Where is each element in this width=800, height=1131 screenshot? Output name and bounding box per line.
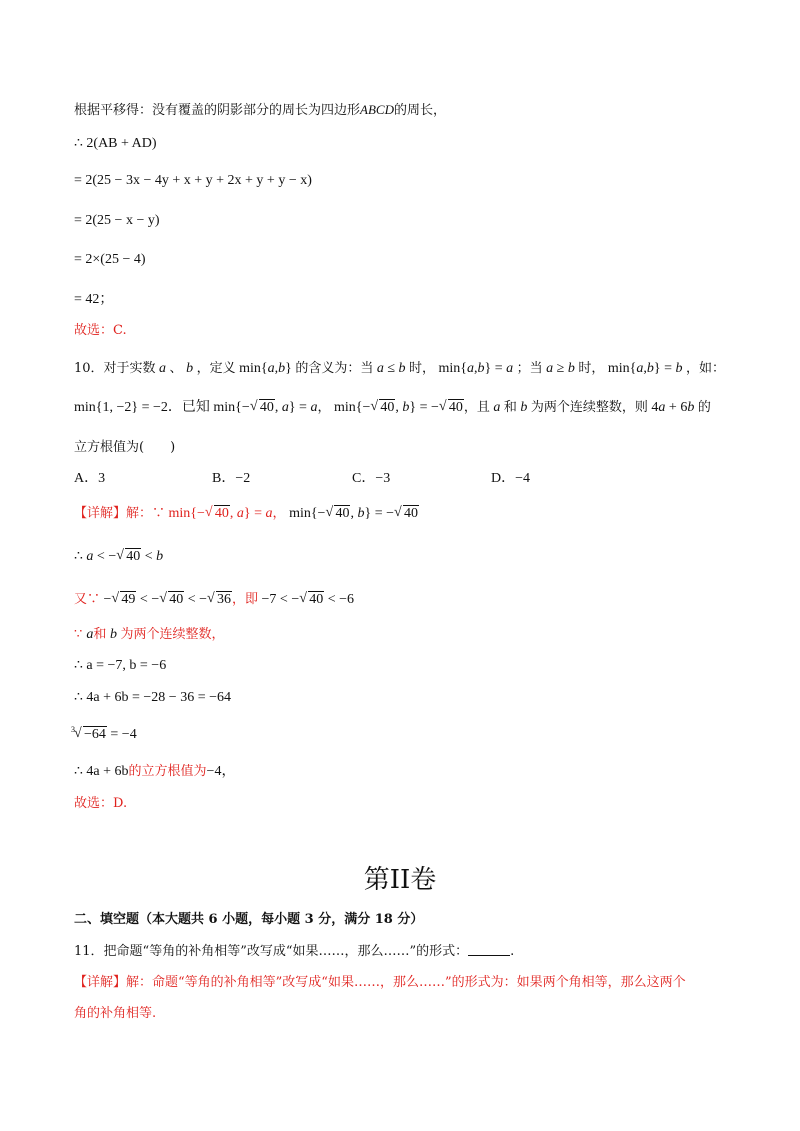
derivation-intro-tail: 的周长， <box>393 103 446 118</box>
option-c: C．−3 <box>352 471 391 486</box>
solution-text: 又∵ <box>74 592 101 607</box>
solution-line-7: 3 √ −64 = −4 <box>74 726 137 744</box>
answer-choice-10: 故选：D. <box>74 796 128 811</box>
q10-text: 时， <box>578 361 605 376</box>
derivation-intro-text: 根据平移得：没有覆盖的阴影部分的周长为四边形 <box>74 103 361 118</box>
q10-line-3: 立方根值为( ) <box>74 440 176 455</box>
section-heading: 二、填空题（本大题共 6 小题，每小题 3 分，满分 18 分） <box>74 912 424 927</box>
q10-text: 为两个连续整数，则 <box>530 400 648 415</box>
because-symbol: ∵ <box>74 627 83 642</box>
expression: ∴ 4a + 6b <box>74 764 129 779</box>
solution-text: 为两个连续整数， <box>120 627 225 642</box>
q11-detail-1: 【详解】解：命题“等角的补角相等”改写成“如果……，那么……”的形式为：如果两个角相等，那么这两个 <box>74 975 686 990</box>
answer-choice-9: 故选：C. <box>74 323 127 338</box>
option-b: B．−2 <box>212 471 251 486</box>
solution-line-3: 又∵ −√ 49 < −√ 40 < −√ 36，即 −7 < −√ 40 < −6 <box>74 591 354 609</box>
solution-line-1: 【详解】解：∵ min{−√ 40, a} = a， min{−√ 40, b} = −√ 40 <box>74 505 419 523</box>
solution-text: 和 <box>93 627 107 642</box>
solution-line-8 <box>74 763 235 781</box>
q10-example: min{1, −2} = −2．已知 <box>74 400 210 415</box>
derivation-intro <box>74 101 446 120</box>
option-a: A．3 <box>74 471 106 486</box>
quad-name: ABCD <box>360 102 394 117</box>
solution-text: ，即 <box>232 592 259 607</box>
q10-text: ，定义 <box>196 361 236 376</box>
q10-text: 10．对于实数 <box>74 361 156 376</box>
derivation-step-2: = 2(25 − 3x − 4y + x + y + 2x + y + y − x) <box>74 173 312 188</box>
therefore-symbol: ∴ <box>74 549 83 564</box>
q10-text: ， <box>317 400 331 415</box>
solution-line-6: ∴ 4a + 6b = −28 − 36 = −64 <box>74 690 231 705</box>
q10-text: 的 <box>697 400 711 415</box>
q10-text: ，如： <box>686 361 726 376</box>
q10-text: ，且 <box>463 400 490 415</box>
q10-text: 和 <box>503 400 517 415</box>
derivation-step-3: = 2(25 − x − y) <box>74 213 160 228</box>
option-d: D．−4 <box>491 471 531 486</box>
solution-line-2: ∴ a < −√ 40 < b <box>74 548 163 566</box>
q11-text <box>74 943 514 961</box>
q11-period: . <box>510 944 515 959</box>
solution-line-5: ∴ a = −7, b = −6 <box>74 658 167 673</box>
solution-text: 的立方根值为 <box>128 764 207 779</box>
solution-line-4: ∵ a和 b 为两个连续整数， <box>74 627 225 642</box>
derivation-step-5: = 42； <box>74 292 114 307</box>
cube-root-result: = −4 <box>110 727 137 742</box>
q10-text: ；当 <box>516 361 543 376</box>
q10-text: 、 <box>169 361 183 376</box>
solution-label: 【详解】解：∵ <box>74 506 166 521</box>
derivation-step-4: = 2×(25 − 4) <box>74 252 146 267</box>
q11-question: 11．把命题“等角的补角相等”改写成“如果……，那么……”的形式： <box>74 944 469 959</box>
q10-text: 时， <box>409 361 436 376</box>
q10-text: 的含义为：当 <box>295 361 374 376</box>
answer-blank <box>468 943 510 956</box>
q10-line-1: 10．对于实数 a 、 b ，定义 min{a,b} 的含义为：当 a ≤ b 时， min{a,b} = a ；当 a ≥ b 时， min{a,b} = b ，如： <box>74 361 726 376</box>
derivation-step-1: ∴ 2(AB + AD) <box>74 136 157 151</box>
q10-line-2: min{1, −2} = −2．已知 min{−√ 40, a} = a， min{−√ 40, b} = −√ 40，且 a 和 b 为两个连续整数，则 4a + 6b 的 <box>74 399 711 417</box>
q11-detail-2: 角的补角相等. <box>74 1006 157 1021</box>
section-title: 第II卷 <box>363 865 437 895</box>
solution-value: −4， <box>206 764 236 779</box>
